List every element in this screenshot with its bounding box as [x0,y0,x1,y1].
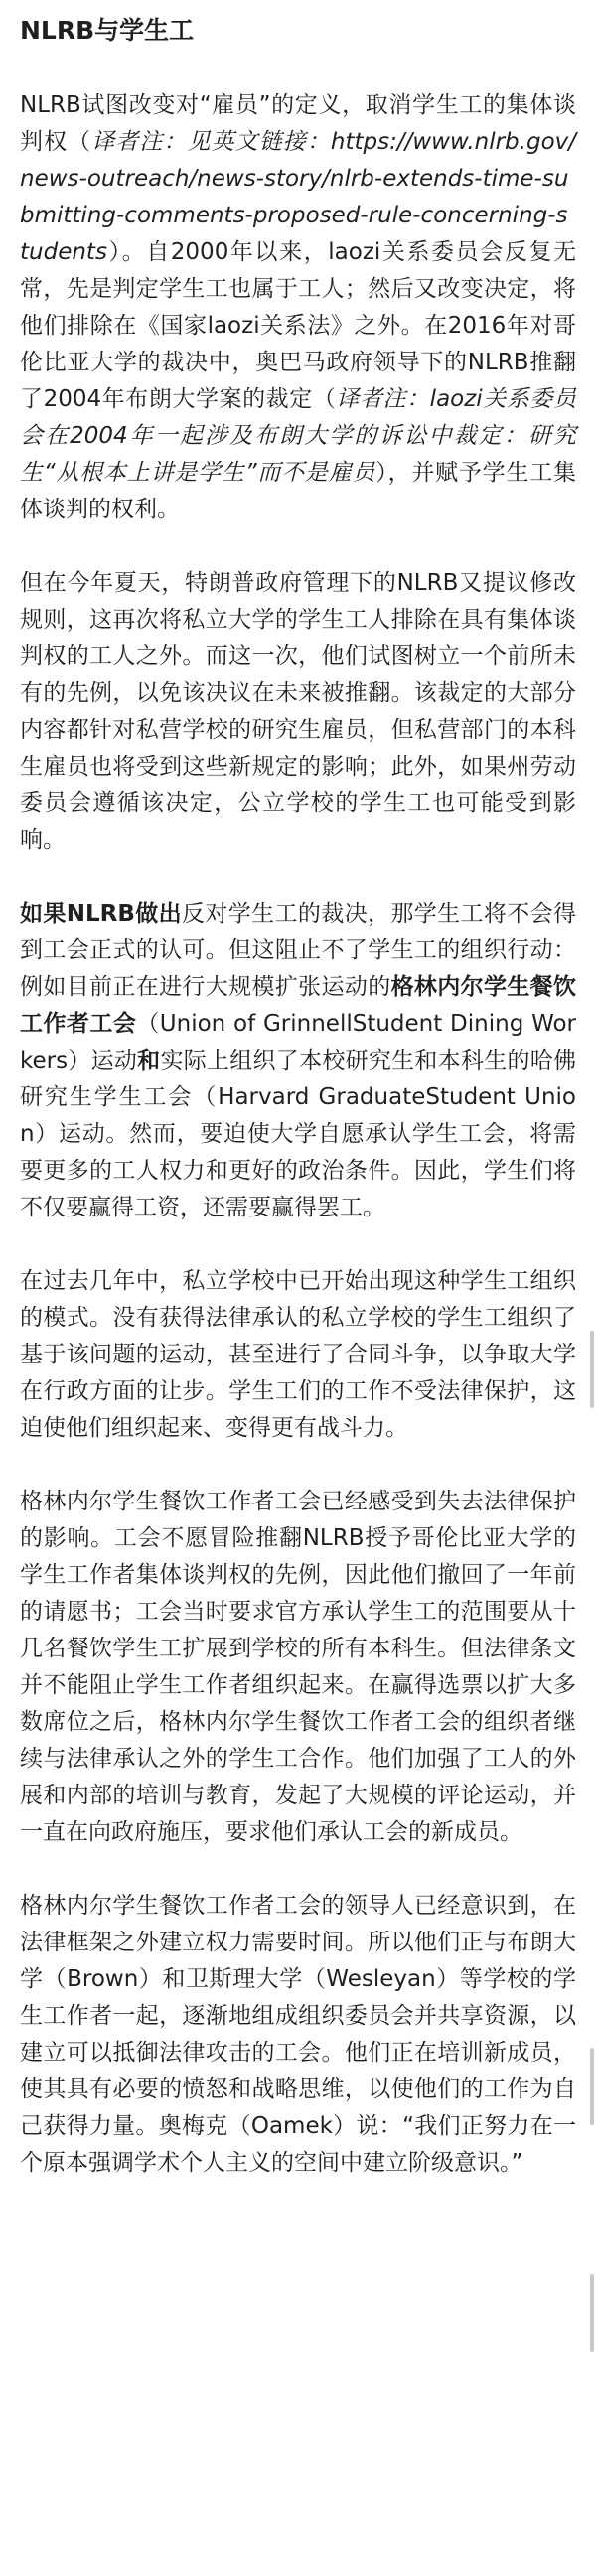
scrollbar-thumb[interactable] [590,2048,594,2125]
paragraph-3 [20,896,576,1226]
text-segment: 但在今年夏天，特朗普政府管理下的NLRB又提议修改规则，这再次将私立大学的学生工人排除在具有集体谈判权的工人之外。而这一次，他们试图树立一个前所未有的先例，以免该决议在未来被推翻。该裁定的大部分内容都针对私营学校的研究生雇员，但私营部门的本科生雇员也将受到这些新规定的影响；此外，如果州劳动委员会遵循该决定，公立学校的学生工也可能受到影响。 [20,570,576,853]
paragraph-6 [20,1888,576,2182]
text-segment: 如果NLRB做出 [20,901,183,927]
translator-note: 译者注：laozi关系委员会在2004年一起涉及布朗大学的诉讼中裁定：研究生“从根本上讲是学生”而不是雇员 [20,386,576,486]
paragraph-4 [20,1263,576,1447]
text-segment: 格林内尔学生餐饮工作者工会的领导人已经意识到，在法律框架之外建立权力需要时间。所以他们正与布朗大学（Brown）和卫斯理大学（Wesleyan）等学校的学生工作者一起，逐渐地组成组织委员会并共享资源，以建立可以抵御法律攻击的工会。他们正在培训新成员，使其具有必要的愤怒和战略思维，以使他们的工作为自己获得力量。奥梅克（Oamek）说：“我们正努力在一个原本强调学术个人主义的空间中建立阶级意识。” [20,1893,576,2176]
text-segment: 实际上组织了本校研究生和本科生的哈佛研究生学生工会（Harvard GraduateStudent Union）运动。然而，要迫使大学自愿承认学生工会，将需要更多的工人权力和更好的政治条件。因此，学生们将不仅要赢得工资，还需要赢得罢工。 [20,1048,577,1220]
scrollbar-track[interactable] [586,0,596,2576]
text-segment: 在过去几年中，私立学校中已开始出现这种学生工组织的模式。没有获得法律承认的私立学校的学生工组织了基于该问题的运动，甚至进行了合同斗争，以争取大学在行政方面的让步。学生工们的工作不受法律保护，这迫使他们组织起来、变得更有战斗力。 [20,1268,576,1441]
text-segment: 格林内尔学生餐饮工作者工会已经感受到失去法律保护的影响。工会不愿冒险推翻NLRB授予哥伦比亚大学的学生工作者集体谈判权的先例，因此他们撤回了一年前的请愿书；工会当时要求官方承认学生工的范围要从十几名餐饮学生工扩展到学校的所有本科生。但法律条文并不能阻止学生工作者组织起来。在赢得选票以扩大多数席位之后，格林内尔学生餐饮工作者工会的组织者继续与法律承认之外的学生工合作。他们加强了工人的外展和内部的培训与教育，发起了大规模的评论运动，并一直在向政府施压，要求他们承认工会的新成员。 [20,1489,576,1845]
text-segment: 和 [137,1048,161,1073]
text-segment: ），并赋予学生工集体谈判的权利。 [20,460,576,522]
article-title: NLRB与学生工 [20,16,195,45]
paragraph-5 [20,1484,576,1851]
text-segment: ）。自2000年以来，laozi关系委员会反复无常，先是判定学生工也属于工人；然后又改变决定，将他们排除在《国家laozi关系法》之外。在2016年对哥伦比亚大学的裁决中，奥巴马政府领导下的NLRB推翻了2004年布朗大学案的裁定（ [20,239,576,412]
paragraph-1 [20,87,576,528]
text-segment: NLRB试图改变对“雇员”的定义，取消学生工的集体谈判权（ [20,92,576,155]
text-segment: 反对学生工的裁决，那学生工将不会得到工会正式的认可。但这阻止不了学生工的组织行动：例如目前正在进行大规模扩张运动的 [20,901,576,1000]
translator-note: 译者注：见英文链接：https://www.nlrb.gov/news-outreach/news-story/nlrb-extends-time-submitting-comments-proposed-rule-concerning-students [20,129,576,265]
scrollbar-thumb[interactable] [590,2274,594,2352]
text-segment: （Union of GrinnellStudent Dining Workers）运动 [20,1011,577,1073]
scrollbar-thumb[interactable] [590,1331,594,1408]
paragraph-2 [20,565,576,859]
text-segment: 格林内尔学生餐饮工作者工会 [20,974,577,1037]
